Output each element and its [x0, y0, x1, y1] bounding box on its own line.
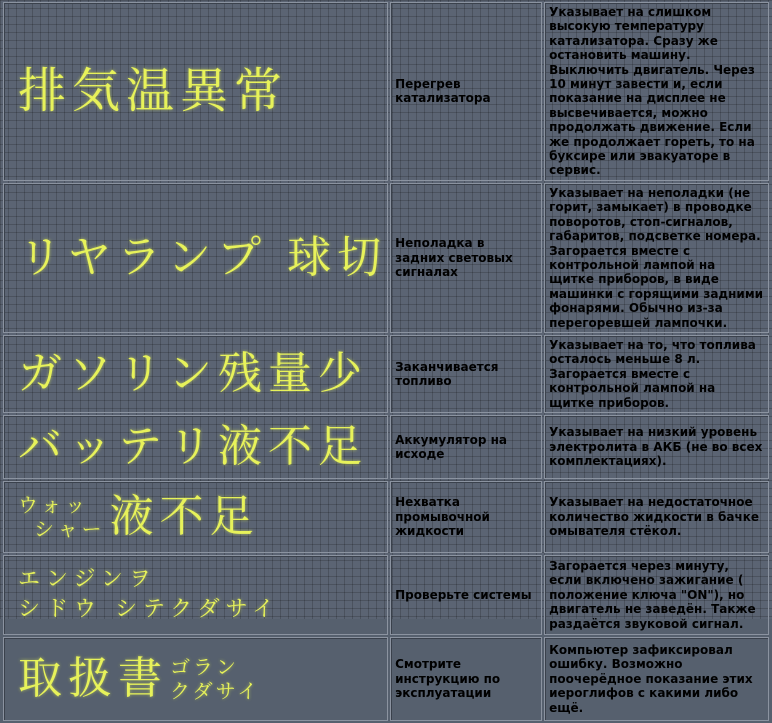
error-name: Перегрев катализатора: [390, 2, 542, 181]
lcd-big-text: 液不足: [109, 491, 260, 542]
lcd-text: [4, 492, 387, 542]
error-description: Указывает на недостаточное количество жидкости в бачке омывателя стёкол.: [544, 481, 769, 553]
lcd-line-1: ウォッ: [18, 492, 90, 517]
lcd-text: [4, 654, 387, 704]
error-name: Заканчивается топливо: [390, 335, 542, 413]
error-description: Указывает на неполадки (не горит, замыкает) в проводке поворотов, стоп-сигналов, габаритов, подсветке номера. Загорается вместе с контрольной лампой на щитке приборов, в виде машинки с горящими задними фонарями. Обычно из-за перегоревшей лампочки.: [544, 183, 769, 333]
lcd-text: リヤランプ 球切: [18, 232, 388, 283]
error-name: Нехватка промывочной жидкости: [390, 481, 542, 553]
table-row: [3, 183, 769, 333]
lcd-line-1: ゴラン: [170, 654, 239, 679]
error-codes-table: [1, 0, 771, 723]
table-row: [3, 555, 769, 635]
error-name: Неполадка в задних световых сигналах: [390, 183, 542, 333]
lcd-display: [3, 481, 388, 553]
lcd-line-1: エンジンヲ: [18, 566, 157, 592]
lcd-display: [3, 335, 388, 413]
error-name: Аккумулятор на исходе: [390, 415, 542, 479]
lcd-display: [3, 415, 388, 479]
error-description: Компьютер зафиксировал ошибку. Возможно поочерёдное показание этих иероглифов с какими либо ещё.: [544, 637, 769, 721]
lcd-display: [3, 183, 388, 333]
lcd-display: [3, 555, 388, 635]
table-row: [3, 637, 769, 721]
lcd-line-2: クダサイ: [170, 678, 261, 703]
error-description: Указывает на то, что топлива осталось меньше 8 л. Загорается вместе с контрольной лампой на щитке приборов.: [544, 335, 769, 413]
lcd-big-text: 取扱書: [18, 653, 168, 704]
lcd-text: ガソリン残量少: [18, 348, 368, 399]
table-row: [3, 2, 769, 181]
lcd-text: [4, 565, 387, 625]
lcd-line-2: シドウ シテクダサイ: [18, 596, 281, 622]
lcd-line-2: シャー: [34, 516, 106, 541]
table-row: [3, 481, 769, 553]
error-description: Указывает на низкий уровень электролита в АКБ (не во всех комплектациях).: [544, 415, 769, 479]
error-description: Указывает на слишком высокую температуру катализатора. Сразу же остановить машину. Выключить двигатель. Через 10 минут завести и, если показание на дисплее не высвечивается, можно продолжать движение. Если же продолжает гореть, то на буксире или эвакуаторе в сервис.: [544, 2, 769, 181]
lcd-text: バッテリ液不足: [18, 421, 368, 472]
error-name: Смотрите инструкцию по эксплуатации: [390, 637, 542, 721]
table-row: [3, 335, 769, 413]
lcd-display: [3, 2, 388, 181]
error-name: Проверьте системы: [390, 555, 542, 635]
lcd-text: 排気温異常: [18, 63, 289, 120]
lcd-display: [3, 637, 388, 721]
table-row: [3, 415, 769, 479]
error-description: Загорается через минуту, если включено зажигание ( положение ключа "ON"), но двигатель не заведён. Также раздаётся звуковой сигнал.: [544, 555, 769, 635]
